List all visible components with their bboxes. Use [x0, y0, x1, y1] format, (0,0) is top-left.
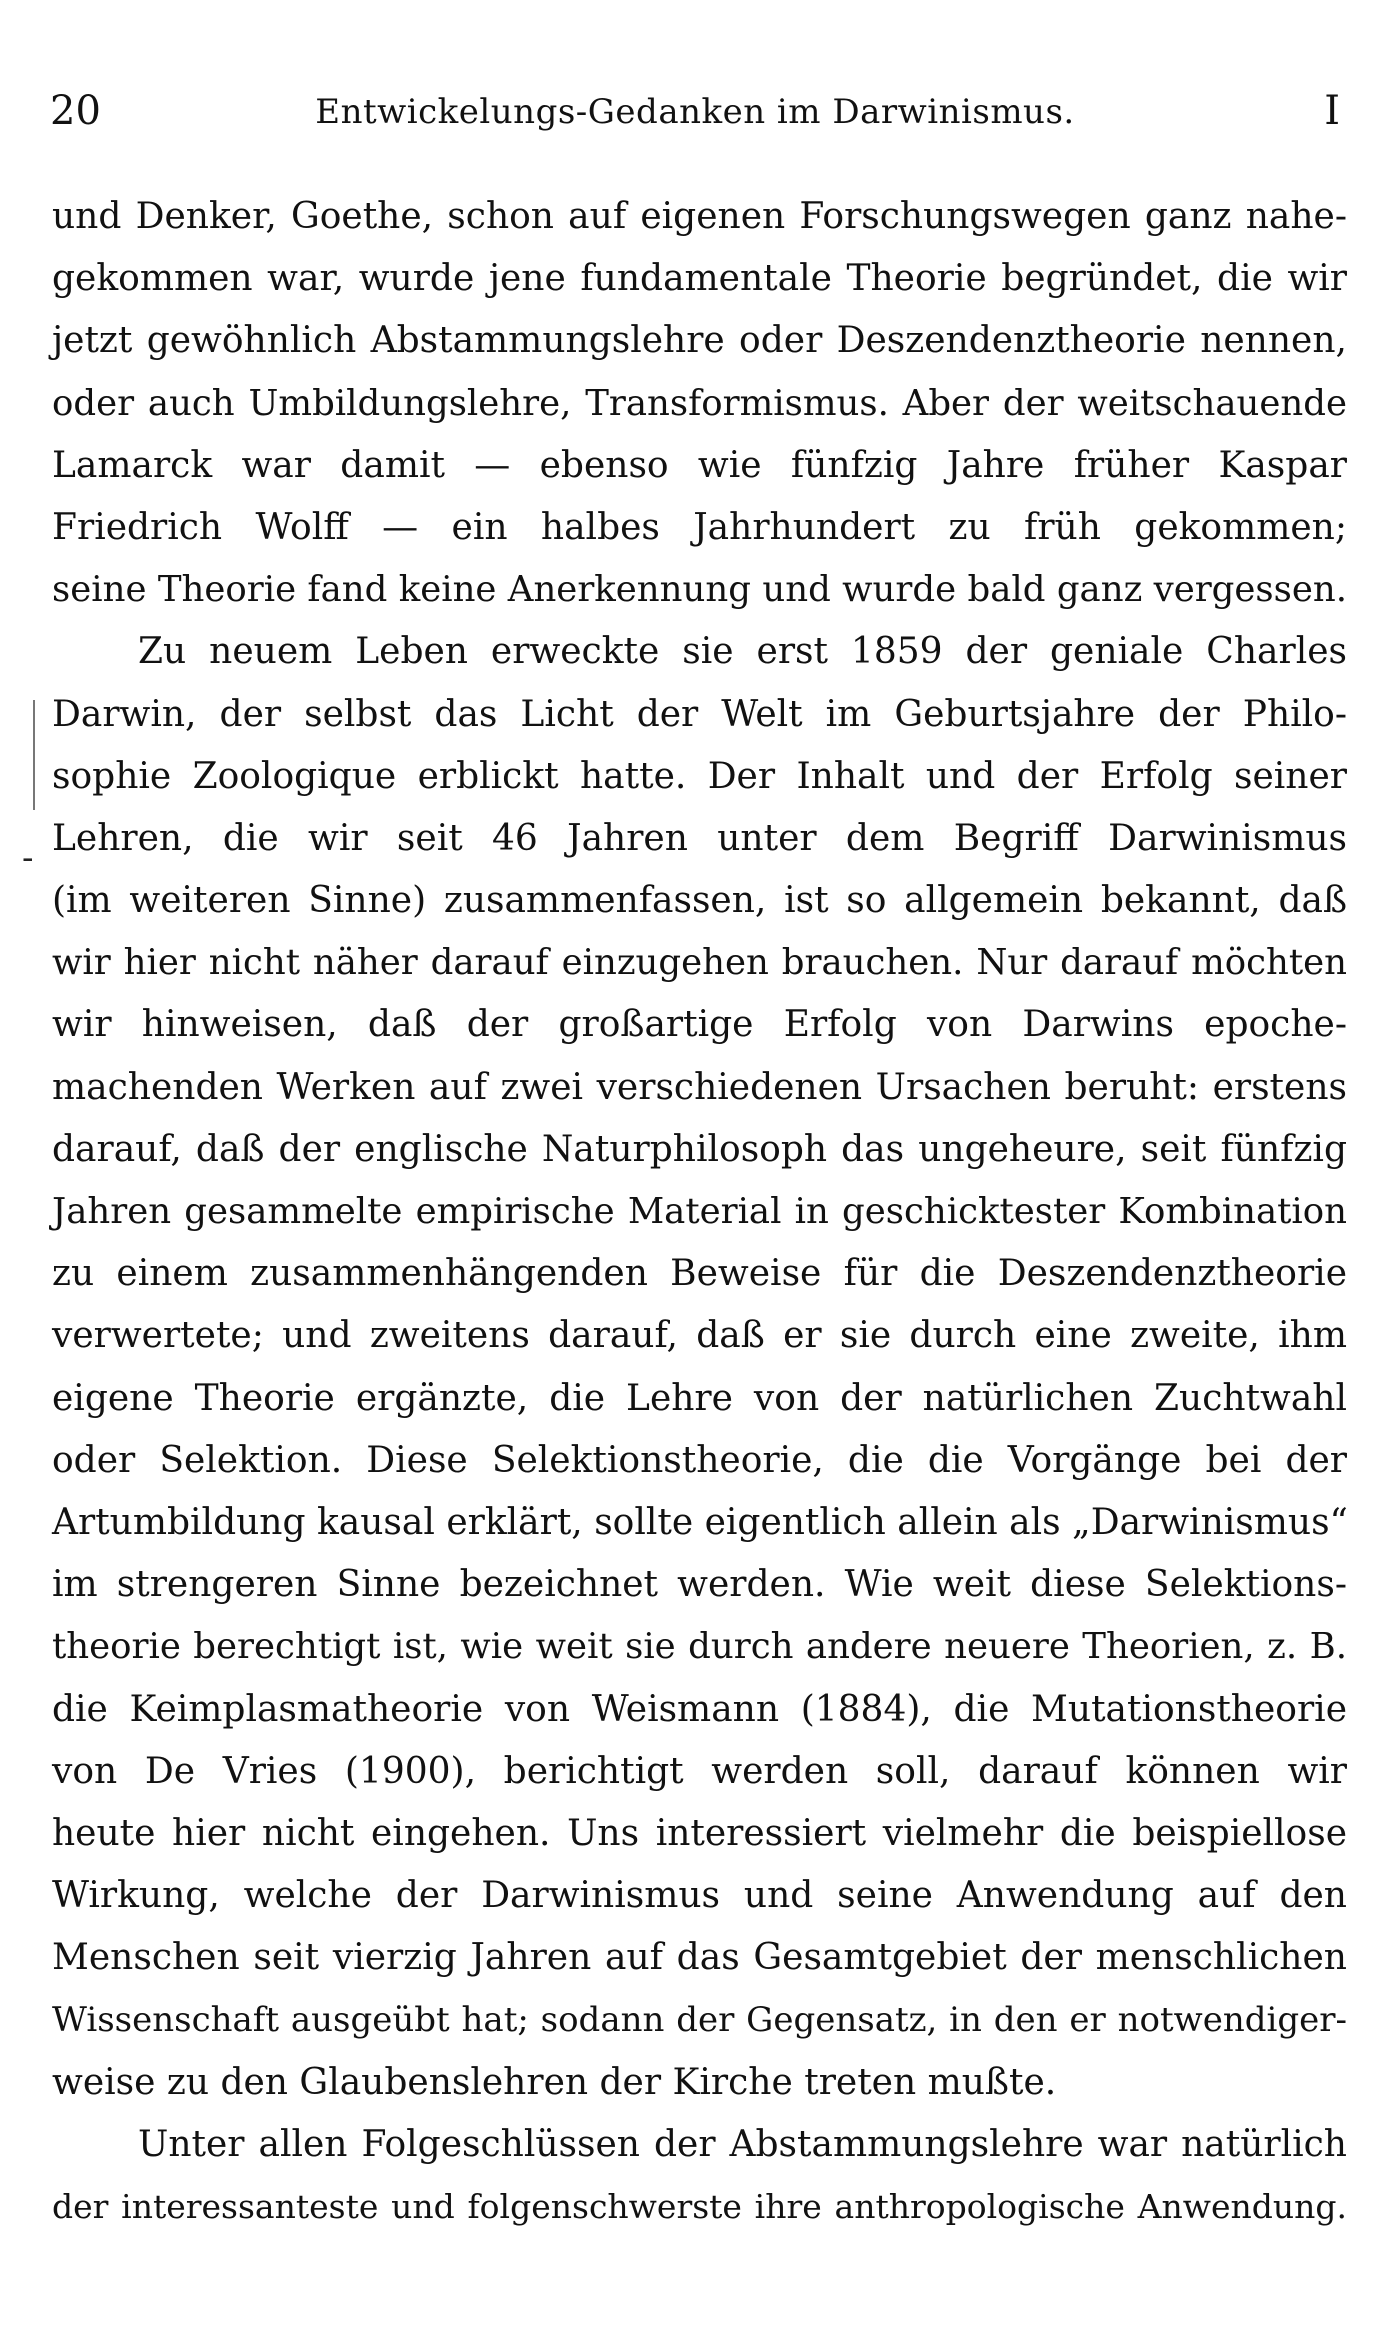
text-line: oder Selektion. Diese Selektionstheorie, die die Vorgänge bei der — [52, 1439, 1347, 1481]
text-line: Wirkung, welche der Darwinismus und seine Anwendung auf den — [52, 1875, 1347, 1917]
text-line: Lamarck war damit — ebenso wie fünfzig Jahre früher Kaspar — [52, 444, 1347, 486]
body-text — [52, 186, 1347, 2238]
text-line: zu einem zusammenhängenden Beweise für die Deszendenztheorie — [52, 1253, 1347, 1295]
text-line: darauf, daß der englische Naturphilosoph das ungeheure, seit fünfzig — [52, 1128, 1347, 1170]
running-title: Entwickelungs-Gedanken im Darwinismus. — [315, 92, 1075, 132]
text-line: der interessanteste und folgenschwerste ihre anthropologische Anwendung. — [52, 2187, 1347, 2226]
text-line: Jahren gesammelte empirische Material in geschicktester Kombination — [52, 1191, 1347, 1232]
text-line: gekommen war, wurde jene fundamentale Theorie begründet, die wir — [52, 258, 1347, 300]
text-line: sophie Zoologique erblickt hatte. Der Inhalt und der Erfolg seiner — [52, 755, 1347, 797]
text-line: wir hinweisen, daß der großartige Erfolg von Darwins epoche- — [52, 1004, 1347, 1046]
page-number: 20 — [50, 88, 101, 134]
text-line: jetzt gewöhnlich Abstammungslehre oder Deszendenztheorie nennen, — [52, 320, 1347, 362]
text-line: oder auch Umbildungslehre, Transformismus. Aber der weitschauende — [52, 382, 1347, 424]
text-line: Wissenschaft ausgeübt hat; sodann der Gegensatz, in den er notwendiger- — [52, 2000, 1347, 2041]
margin-rule — [33, 700, 35, 810]
text-line: wir hier nicht näher darauf einzugehen brauchen. Nur darauf möchten — [52, 942, 1347, 984]
text-line: heute hier nicht eingehen. Uns interessiert vielmehr die beispiellose — [52, 1812, 1347, 1854]
text-line: Unter allen Folgeschlüssen der Abstammungslehre war natürlich — [138, 2123, 1347, 2165]
text-line: eigene Theorie ergänzte, die Lehre von der natürlichen Zuchtwahl — [52, 1377, 1347, 1419]
text-line: Friedrich Wolff — ein halbes Jahrhundert zu früh gekommen; — [52, 506, 1347, 548]
text-line: seine Theorie fand keine Anerkennung und wurde bald ganz vergessen. — [52, 569, 1347, 611]
text-line: Zu neuem Leben erweckte sie erst 1859 der geniale Charles — [138, 631, 1347, 673]
section-mark: I — [1324, 88, 1340, 134]
text-line: theorie berechtigt ist, wie weit sie durch andere neuere Theorien, z. B. — [52, 1626, 1347, 1668]
text-line: Lehren, die wir seit 46 Jahren unter dem Begriff Darwinismus — [52, 817, 1347, 859]
text-line: verwertete; und zweitens darauf, daß er sie durch eine zweite, ihm — [52, 1315, 1347, 1357]
text-line: im strengeren Sinne bezeichnet werden. Wie weit diese Selektions- — [52, 1564, 1347, 1606]
text-line: (im weiteren Sinne) zusammenfassen, ist so allgemein bekannt, daß — [52, 880, 1347, 922]
text-line: weise zu den Glaubenslehren der Kirche treten mußte. — [52, 2061, 1057, 2103]
text-line: von De Vries (1900), berichtigt werden soll, darauf können wir — [52, 1750, 1347, 1792]
text-line: die Keimplasmatheorie von Weismann (1884), die Mutationstheorie — [52, 1688, 1347, 1730]
text-line: und Denker, Goethe, schon auf eigenen Forschungswegen ganz nahe- — [52, 196, 1347, 237]
text-line: Artumbildung kausal erklärt, sollte eigentlich allein als „Darwinismus“ — [52, 1501, 1348, 1543]
text-line: Menschen seit vierzig Jahren auf das Gesamtgebiet der menschlichen — [52, 1937, 1347, 1979]
margin-hyphen-mark: - — [22, 838, 34, 878]
text-line: machenden Werken auf zwei verschiedenen Ursachen beruht: erstens — [52, 1066, 1347, 1108]
page-header — [50, 88, 1340, 148]
text-line: Darwin, der selbst das Licht der Welt im Geburtsjahre der Philo- — [52, 693, 1347, 735]
